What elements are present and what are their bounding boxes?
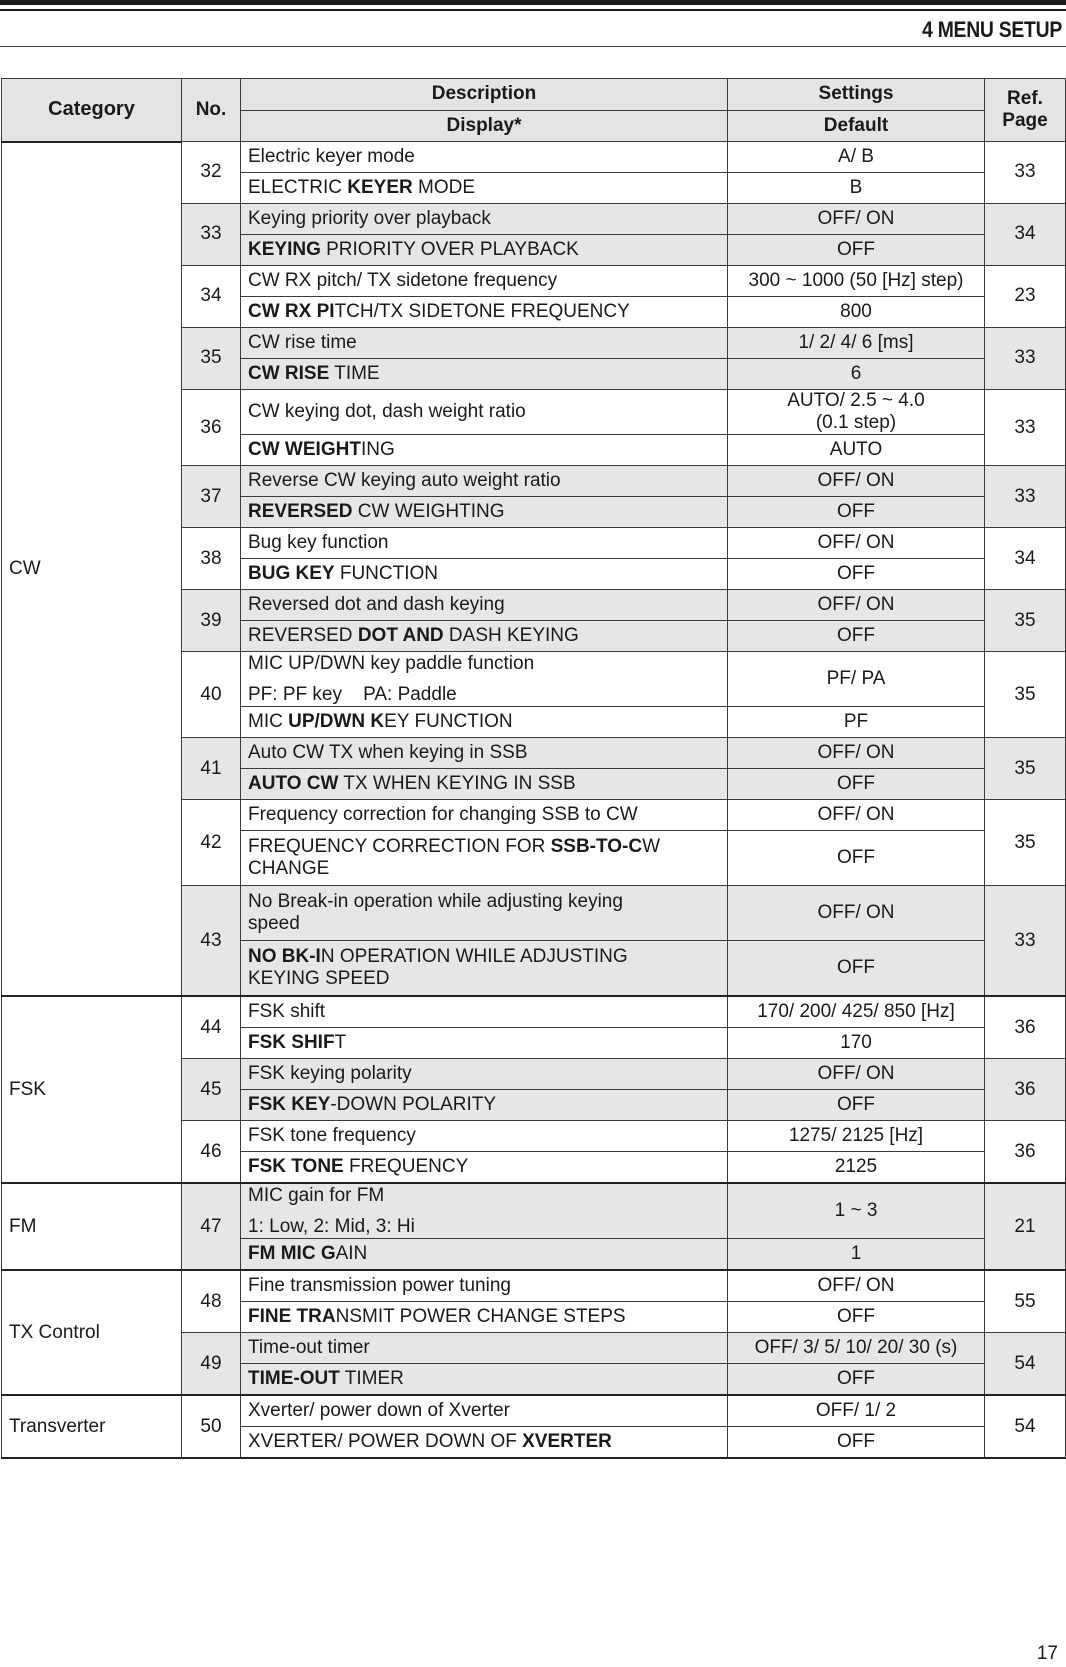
section-title: 4 MENU SETUP: [922, 17, 1062, 42]
menu-display: [241, 1427, 728, 1459]
display-text: T: [334, 1032, 347, 1054]
menu-number: 35: [182, 328, 241, 390]
display-text: TIME: [329, 362, 380, 384]
menu-display: [241, 1364, 728, 1396]
menu-description: [241, 996, 728, 1028]
display-text: XVERTER/ POWER DOWN OF: [248, 1431, 523, 1453]
menu-display: [241, 435, 728, 466]
description-text: Bug key function: [248, 532, 389, 554]
menu-row-32: [2, 142, 1066, 173]
menu-display: [241, 1152, 728, 1184]
top-rule: [0, 0, 1066, 5]
menu-default: OFF: [728, 1302, 985, 1333]
settings-text: OFF/ 1/ 2: [815, 1400, 897, 1422]
settings-text: OFF/ ON: [817, 207, 895, 229]
settings-text: OFF/ ON: [817, 470, 895, 492]
display-text: FUNCTION: [334, 563, 439, 585]
menu-settings: [728, 466, 985, 497]
display-text-bold: TIME-OUT: [248, 1368, 340, 1390]
menu-default: 1: [728, 1239, 985, 1271]
category-tx_control: TX Control: [2, 1270, 182, 1395]
menu-display: [241, 173, 728, 204]
display-text: N OPERATION WHILE ADJUSTING: [320, 946, 628, 968]
menu-number: 32: [182, 142, 241, 204]
menu-description: [241, 1121, 728, 1152]
settings-text: OFF/ ON: [817, 742, 895, 764]
description-text: MIC UP/DWN key paddle function: [248, 652, 535, 674]
settings-text: OFF/ ON: [817, 1275, 895, 1297]
description-text: Xverter/ power down of Xverter: [248, 1400, 510, 1422]
menu-default: OFF: [728, 769, 985, 800]
description-text: CW rise time: [248, 331, 357, 353]
header-rule: [0, 46, 1066, 47]
header-description: Description: [241, 79, 728, 111]
header-display: Display*: [241, 111, 728, 142]
menu-default: OFF: [728, 1364, 985, 1396]
header-category: Category: [2, 79, 182, 142]
display-text-bold: AUTO CW: [248, 773, 339, 795]
ref-page: 33: [985, 328, 1066, 390]
menu-default: OFF: [728, 941, 985, 997]
menu-settings: [728, 800, 985, 831]
menu-display: [241, 1028, 728, 1059]
menu-display: [241, 831, 728, 886]
menu-settings: [728, 1059, 985, 1090]
menu-settings: [728, 996, 985, 1028]
menu-display: [241, 1090, 728, 1121]
menu-display: [241, 1239, 728, 1271]
display-text: ELECTRIC: [248, 176, 348, 198]
menu-number: 39: [182, 590, 241, 652]
menu-description: [241, 266, 728, 297]
menu-description: [241, 652, 728, 707]
menu-description: [241, 142, 728, 173]
display-text-line2: KEYING SPEED: [248, 968, 390, 990]
settings-text: A/ B: [838, 145, 874, 167]
description-text-line2: 1: Low, 2: Mid, 3: Hi: [248, 1215, 415, 1237]
menu-description: [241, 390, 728, 435]
ref-page: 36: [985, 1059, 1066, 1121]
menu-row-44: [2, 996, 1066, 1028]
menu-description: [241, 738, 728, 769]
category-cw: CW: [2, 142, 182, 997]
ref-page: 21: [985, 1183, 1066, 1270]
menu-default: PF: [728, 707, 985, 738]
description-text: Reverse CW keying auto weight ratio: [248, 470, 561, 492]
display-text-bold: XVERTER: [522, 1431, 612, 1453]
header-no: No.: [182, 79, 241, 142]
menu-settings: [728, 390, 985, 435]
menu-settings: [728, 652, 985, 707]
menu-description: [241, 1395, 728, 1427]
description-text: Auto CW TX when keying in SSB: [248, 742, 528, 764]
menu-settings: [728, 738, 985, 769]
description-text: CW RX pitch/ TX sidetone frequency: [248, 269, 558, 291]
menu-description: [241, 800, 728, 831]
menu-default: AUTO: [728, 435, 985, 466]
ref-page: 34: [985, 528, 1066, 590]
menu-settings: [728, 590, 985, 621]
menu-default: OFF: [728, 1090, 985, 1121]
category-fm: FM: [2, 1183, 182, 1270]
menu-description: [241, 328, 728, 359]
menu-settings: [728, 328, 985, 359]
menu-display: [241, 941, 728, 997]
settings-text-line2: (0.1 step): [815, 412, 897, 434]
menu-display: [241, 235, 728, 266]
display-text: AIN: [335, 1243, 368, 1265]
description-text: FSK tone frequency: [248, 1125, 416, 1147]
settings-text: OFF/ ON: [817, 1063, 895, 1085]
top-rule-thin: [0, 9, 1066, 11]
description-text: Electric keyer mode: [248, 145, 415, 167]
description-text: Keying priority over playback: [248, 207, 491, 229]
menu-settings: [728, 266, 985, 297]
display-text-bold: FSK SHIF: [248, 1032, 335, 1054]
display-text: FREQUENCY CORRECTION FOR: [248, 836, 551, 858]
display-text-bold: FSK KEY: [248, 1094, 331, 1116]
menu-setup-table: [1, 78, 1066, 1459]
menu-number: 42: [182, 800, 241, 886]
ref-page: 33: [985, 886, 1066, 997]
menu-description: [241, 528, 728, 559]
menu-number: 48: [182, 1270, 241, 1333]
display-text-bold: CW RX PI: [248, 300, 335, 322]
description-text: FSK keying polarity: [248, 1063, 412, 1085]
display-text: ING: [360, 439, 395, 461]
menu-default: 800: [728, 297, 985, 328]
settings-text: 1275/ 2125 [Hz]: [788, 1125, 924, 1147]
settings-text: OFF/ ON: [817, 594, 895, 616]
menu-default: 170: [728, 1028, 985, 1059]
ref-page: 54: [985, 1333, 1066, 1396]
menu-default: OFF: [728, 831, 985, 886]
menu-display: [241, 621, 728, 652]
display-text-bold: FSK TONE: [248, 1156, 344, 1178]
ref-page: 33: [985, 142, 1066, 204]
menu-description: [241, 466, 728, 497]
menu-row-50: [2, 1395, 1066, 1427]
display-text: MIC: [248, 711, 289, 733]
display-text-bold: CW RISE: [248, 362, 330, 384]
menu-settings: [728, 1270, 985, 1302]
ref-page: 54: [985, 1395, 1066, 1458]
menu-settings: [728, 204, 985, 235]
display-text-bold: KEYING: [248, 238, 321, 260]
menu-default: B: [728, 173, 985, 204]
menu-settings: [728, 142, 985, 173]
display-text: NSMIT POWER CHANGE STEPS: [335, 1306, 626, 1328]
menu-number: 40: [182, 652, 241, 738]
display-text-bold: FM MIC G: [248, 1243, 336, 1265]
menu-description: [241, 1333, 728, 1364]
ref-page: 23: [985, 266, 1066, 328]
ref-page: 35: [985, 800, 1066, 886]
display-text-bold: NO BK-I: [248, 946, 321, 968]
menu-settings: [728, 1333, 985, 1364]
menu-settings: [728, 886, 985, 941]
settings-text: OFF/ ON: [817, 804, 895, 826]
menu-description: [241, 1270, 728, 1302]
description-text: FSK shift: [248, 1001, 326, 1023]
menu-display: [241, 559, 728, 590]
ref-page: 35: [985, 652, 1066, 738]
settings-text: 1/ 2/ 4/ 6 [ms]: [798, 331, 914, 353]
menu-number: 47: [182, 1183, 241, 1270]
description-text: Reversed dot and dash keying: [248, 594, 505, 616]
description-text: Frequency correction for changing SSB to CW: [248, 804, 638, 826]
display-text-bold: DOT AND: [357, 625, 444, 647]
menu-display: [241, 297, 728, 328]
menu-display: [241, 1302, 728, 1333]
menu-number: 38: [182, 528, 241, 590]
settings-text: OFF/ ON: [817, 532, 895, 554]
menu-number: 46: [182, 1121, 241, 1184]
menu-description: [241, 590, 728, 621]
display-text: -DOWN POLARITY: [330, 1094, 497, 1116]
page-number: 17: [1036, 1643, 1058, 1664]
ref-page: 33: [985, 466, 1066, 528]
menu-description: [241, 1059, 728, 1090]
description-text-line2: speed: [248, 913, 300, 935]
menu-default: OFF: [728, 1427, 985, 1459]
settings-text: OFF/ ON: [817, 902, 895, 924]
header-settings: Settings: [728, 79, 985, 111]
ref-page: 36: [985, 996, 1066, 1059]
settings-text: PF/ PA: [826, 668, 886, 690]
ref-page: 36: [985, 1121, 1066, 1184]
display-text: REVERSED: [248, 625, 358, 647]
menu-settings: [728, 528, 985, 559]
display-text: PRIORITY OVER PLAYBACK: [320, 238, 579, 260]
menu-number: 37: [182, 466, 241, 528]
description-text: No Break-in operation while adjusting keying: [248, 891, 623, 913]
menu-settings: [728, 1395, 985, 1427]
menu-default: OFF: [728, 497, 985, 528]
menu-number: 50: [182, 1395, 241, 1458]
menu-default: OFF: [728, 621, 985, 652]
menu-display: [241, 497, 728, 528]
menu-row-48: [2, 1270, 1066, 1302]
category-transverter: Transverter: [2, 1395, 182, 1458]
display-text: W: [642, 836, 661, 858]
menu-default: 2125: [728, 1152, 985, 1184]
menu-number: 33: [182, 204, 241, 266]
description-text: CW keying dot, dash weight ratio: [248, 401, 526, 423]
description-text-line2: PF: PF key PA: Paddle: [248, 683, 457, 705]
settings-text: 170/ 200/ 425/ 850 [Hz]: [757, 1001, 955, 1023]
menu-description: [241, 1183, 728, 1239]
menu-default: OFF: [728, 559, 985, 590]
display-text: EY FUNCTION: [384, 711, 513, 733]
settings-text: 1 ~ 3: [834, 1200, 878, 1222]
menu-number: 49: [182, 1333, 241, 1396]
menu-number: 43: [182, 886, 241, 997]
display-text-bold: FINE TRA: [248, 1306, 336, 1328]
menu-settings: [728, 1183, 985, 1239]
display-text-bold: BUG KEY: [248, 563, 335, 585]
header-ref-page: Ref. Page: [985, 79, 1066, 142]
menu-number: 44: [182, 996, 241, 1059]
ref-page: 34: [985, 204, 1066, 266]
display-text-bold: KEYER: [347, 176, 413, 198]
display-text-bold: REVERSED: [248, 501, 353, 523]
menu-number: 36: [182, 390, 241, 466]
display-text-line2: CHANGE: [248, 858, 330, 880]
menu-display: [241, 769, 728, 800]
menu-description: [241, 886, 728, 941]
ref-page: 35: [985, 590, 1066, 652]
display-text: TCH/TX SIDETONE FREQUENCY: [334, 300, 630, 322]
menu-settings: [728, 1121, 985, 1152]
display-text: FREQUENCY: [343, 1156, 469, 1178]
menu-description: [241, 204, 728, 235]
menu-number: 45: [182, 1059, 241, 1121]
ref-page: 33: [985, 390, 1066, 466]
menu-row-47: [2, 1183, 1066, 1239]
menu-default: OFF: [728, 235, 985, 266]
header-default: Default: [728, 111, 985, 142]
display-text-bold: UP/DWN K: [288, 711, 385, 733]
ref-page: 55: [985, 1270, 1066, 1333]
display-text: TX WHEN KEYING IN SSB: [338, 773, 576, 795]
display-text: DASH KEYING: [443, 625, 579, 647]
display-text: TIMER: [339, 1368, 404, 1390]
display-text-bold: CW WEIGHT: [248, 439, 361, 461]
menu-display: [241, 359, 728, 390]
display-text: MODE: [412, 176, 475, 198]
category-fsk: FSK: [2, 996, 182, 1183]
description-text: Time-out timer: [248, 1337, 370, 1359]
settings-text: OFF/ 3/ 5/ 10/ 20/ 30 (s): [754, 1337, 958, 1359]
description-text: MIC gain for FM: [248, 1184, 385, 1206]
description-text: Fine transmission power tuning: [248, 1275, 511, 1297]
menu-number: 34: [182, 266, 241, 328]
menu-display: [241, 707, 728, 738]
display-text: CW WEIGHTING: [352, 501, 505, 523]
ref-page: 35: [985, 738, 1066, 800]
settings-text: 300 ~ 1000 (50 [Hz] step): [748, 269, 964, 291]
settings-text: AUTO/ 2.5 ~ 4.0: [787, 390, 925, 411]
menu-default: 6: [728, 359, 985, 390]
menu-number: 41: [182, 738, 241, 800]
display-text-bold: SSB-TO-C: [550, 836, 643, 858]
